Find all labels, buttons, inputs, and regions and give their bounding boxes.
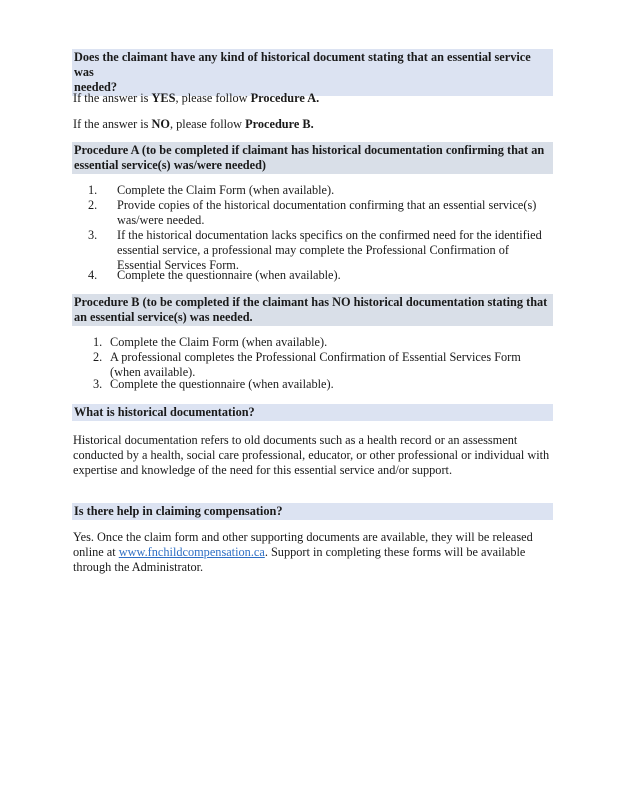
paragraph-line: through the Administrator. — [73, 560, 204, 574]
list-number: 2. — [88, 198, 98, 212]
list-number: 4. — [88, 268, 98, 282]
list-text: Complete the questionnaire (when available). — [117, 268, 341, 282]
text: . Support in completing these forms will be available — [264, 545, 526, 559]
heading-line: Procedure B (to be completed if the claimant has NO historical documentation stating that — [74, 295, 548, 309]
heading-line: essential service(s) was/were needed) — [74, 158, 267, 172]
no-instruction — [73, 117, 554, 132]
text: online at — [73, 545, 119, 559]
list-text: essential service, a professional may complete the Professional Confirmation of — [117, 243, 510, 257]
heading-line: needed? — [74, 80, 118, 94]
list-text: Complete the Claim Form (when available). — [117, 183, 335, 197]
list-number: 3. — [88, 228, 98, 242]
paragraph-line: expertise and knowledge of the need for this essential service and/or support. — [73, 463, 453, 477]
question-heading-historical-document — [72, 49, 553, 96]
list-text: Complete the Claim Form (when available). — [110, 335, 328, 349]
help-claiming-heading — [72, 503, 553, 520]
procedure-a-ref: Procedure A. — [250, 91, 320, 105]
historical-documentation-heading — [72, 404, 553, 421]
list-number: 2. — [93, 350, 103, 364]
heading-line: Is there help in claiming compensation? — [74, 504, 283, 518]
compensation-website-link[interactable]: www.fnchildcompensation.ca — [118, 545, 265, 559]
help-claiming-paragraph — [73, 530, 554, 575]
list-text: was/were needed. — [117, 213, 205, 227]
paragraph-line: Historical documentation refers to old documents such as a health record or an assessment — [73, 433, 518, 447]
no-bold: NO — [151, 117, 170, 131]
paragraph-line: conducted by a health, social care professional, educator, or other professional or individual with — [73, 448, 550, 462]
list-number: 1. — [93, 335, 103, 349]
list-text: A professional completes the Professional Confirmation of Essential Services Form — [110, 350, 521, 364]
paragraph-line: Yes. Once the claim form and other supporting documents are available, they will be released — [73, 530, 533, 544]
heading-line: Procedure A (to be completed if claimant has historical documentation confirming that an — [74, 143, 545, 157]
procedure-b-ref: Procedure B. — [245, 117, 314, 131]
list-text: Complete the questionnaire (when available). — [110, 377, 334, 391]
historical-documentation-paragraph — [73, 433, 554, 478]
list-text: (when available). — [110, 365, 196, 379]
heading-line: an essential service(s) was needed. — [74, 310, 253, 324]
text: If the answer is — [73, 117, 152, 131]
heading-line: What is historical documentation? — [74, 405, 255, 419]
text: , please follow — [175, 91, 251, 105]
yes-bold: YES — [151, 91, 176, 105]
procedure-b-heading — [72, 294, 553, 326]
yes-instruction — [73, 91, 554, 106]
list-number: 1. — [88, 183, 98, 197]
list-text: Provide copies of the historical documentation confirming that an essential service(s) — [117, 198, 537, 212]
list-number: 3. — [93, 377, 103, 391]
list-text: Essential Services Form. — [117, 258, 239, 272]
paragraph-line — [73, 545, 554, 560]
procedure-a-heading — [72, 142, 553, 174]
text: If the answer is — [73, 91, 152, 105]
list-text: If the historical documentation lacks specifics on the confirmed need for the identified — [117, 228, 542, 242]
heading-line: Does the claimant have any kind of historical document stating that an essential service was — [74, 50, 531, 79]
text: , please follow — [170, 117, 246, 131]
